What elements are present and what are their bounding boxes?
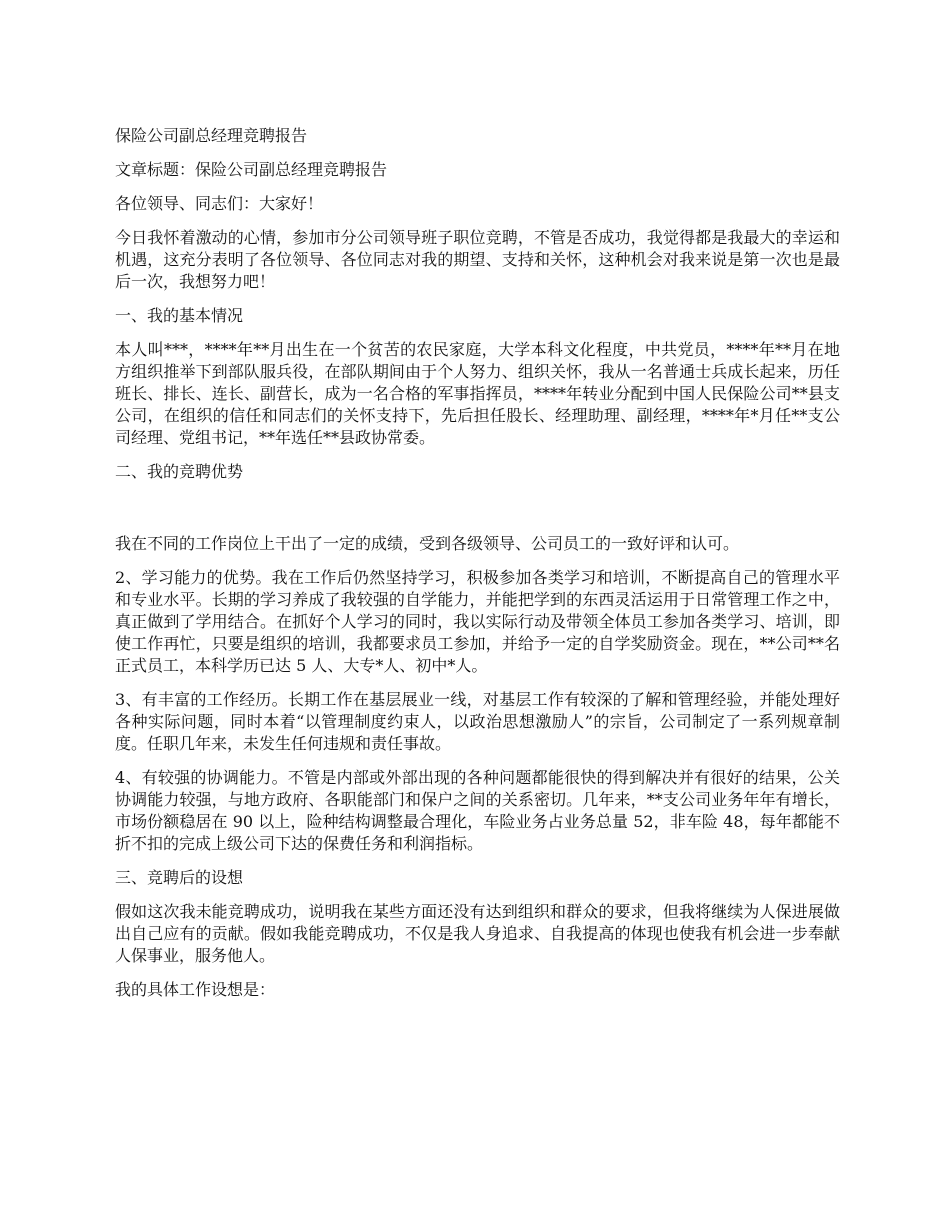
greeting: 各位领导、同志们：大家好！ xyxy=(115,194,324,213)
section2-paragraph-4: 4、有较强的协调能力。不管是内部或外部出现的各种问题都能很快的得到解决并有很好的结果，公关协调能力较强，与地方政府、各职能部门和保户之间的关系密切。几年来，**支公司业务年年有增长，市场份额稳居在 90 以上，险种结构调整最合理化，车险业务占业务总量 52，非车险 48，每年都能不折不扣的完成上级公司下达的保费任务和利润指标。 xyxy=(115,768,840,853)
section2-title: 二、我的竞聘优势 xyxy=(115,462,244,481)
section1-title: 一、我的基本情况 xyxy=(115,306,244,325)
section2-paragraph-1: 我在不同的工作岗位上干出了一定的成绩，受到各级领导、公司员工的一致好评和认可。 xyxy=(115,534,740,553)
section3-paragraph-1: 假如这次我未能竞聘成功，说明我在某些方面还没有达到组织和群众的要求，但我将继续为人保进展做出自己应有的贡献。假如我能竞聘成功，不仅是我人身追求、自我提高的体现也使我有机会进一步奉献人保事业，服务他人。 xyxy=(115,902,840,965)
intro-paragraph: 今日我怀着激动的心情，参加市分公司领导班子职位竞聘，不管是否成功，我觉得都是我最大的幸运和机遇，这充分表明了各位领导、各位同志对我的期望、支持和关怀，这种机会对我来说是第一次也是最后一次，我想努力吧！ xyxy=(115,228,840,291)
blank-gap xyxy=(115,495,840,533)
section3-title: 三、竞聘后的设想 xyxy=(115,868,244,887)
section2-paragraph-3: 3、有丰富的工作经历。长期工作在基层展业一线，对基层工作有较深的了解和管理经验，并能处理好各种实际问题，同时本着“以管理制度约束人，以政治思想激励人”的宗旨，公司制定了一系列规章制度。任职几年来，未发生任何违规和责任事故。 xyxy=(115,690,840,753)
section2-paragraph-2: 2、学习能力的优势。我在工作后仍然坚持学习，积极参加各类学习和培训，不断提高自己的管理水平和专业水平。长期的学习养成了我较强的自学能力，并能把学到的东西灵活运用于日常管理工作之中，真正做到了学用结合。在抓好个人学习的同时，我以实际行动及带领全体员工参加各类学习、培训，即使工作再忙，只要是组织的培训，我都要求员工参加，并给予一定的自学奖励资金。现在，**公司**名正式员工，本科学历已达 5 人、大专*人、初中*人。 xyxy=(115,568,840,675)
article-title: 文章标题：保险公司副总经理竞聘报告 xyxy=(115,160,388,179)
document-heading: 保险公司副总经理竞聘报告 xyxy=(115,126,308,145)
section1-paragraph: 本人叫***，****年**月出生在一个贫苦的农民家庭，大学本科文化程度，中共党员，****年**月在地方组织推举下到部队服兵役，在部队期间由于个人努力、组织关怀，我从一名普通士兵成长起来，历任班长、排长、连长、副营长，成为一名合格的军事指挥员，****年转业分配到中国人民保险公司**县支公司，在组织的信任和同志们的关怀支持下，先后担任股长、经理助理、副经理，****年*月任**支公司经理、党组书记，**年选任**县政协常委。 xyxy=(115,340,840,447)
section3-paragraph-2: 我的具体工作设想是： xyxy=(115,980,276,999)
